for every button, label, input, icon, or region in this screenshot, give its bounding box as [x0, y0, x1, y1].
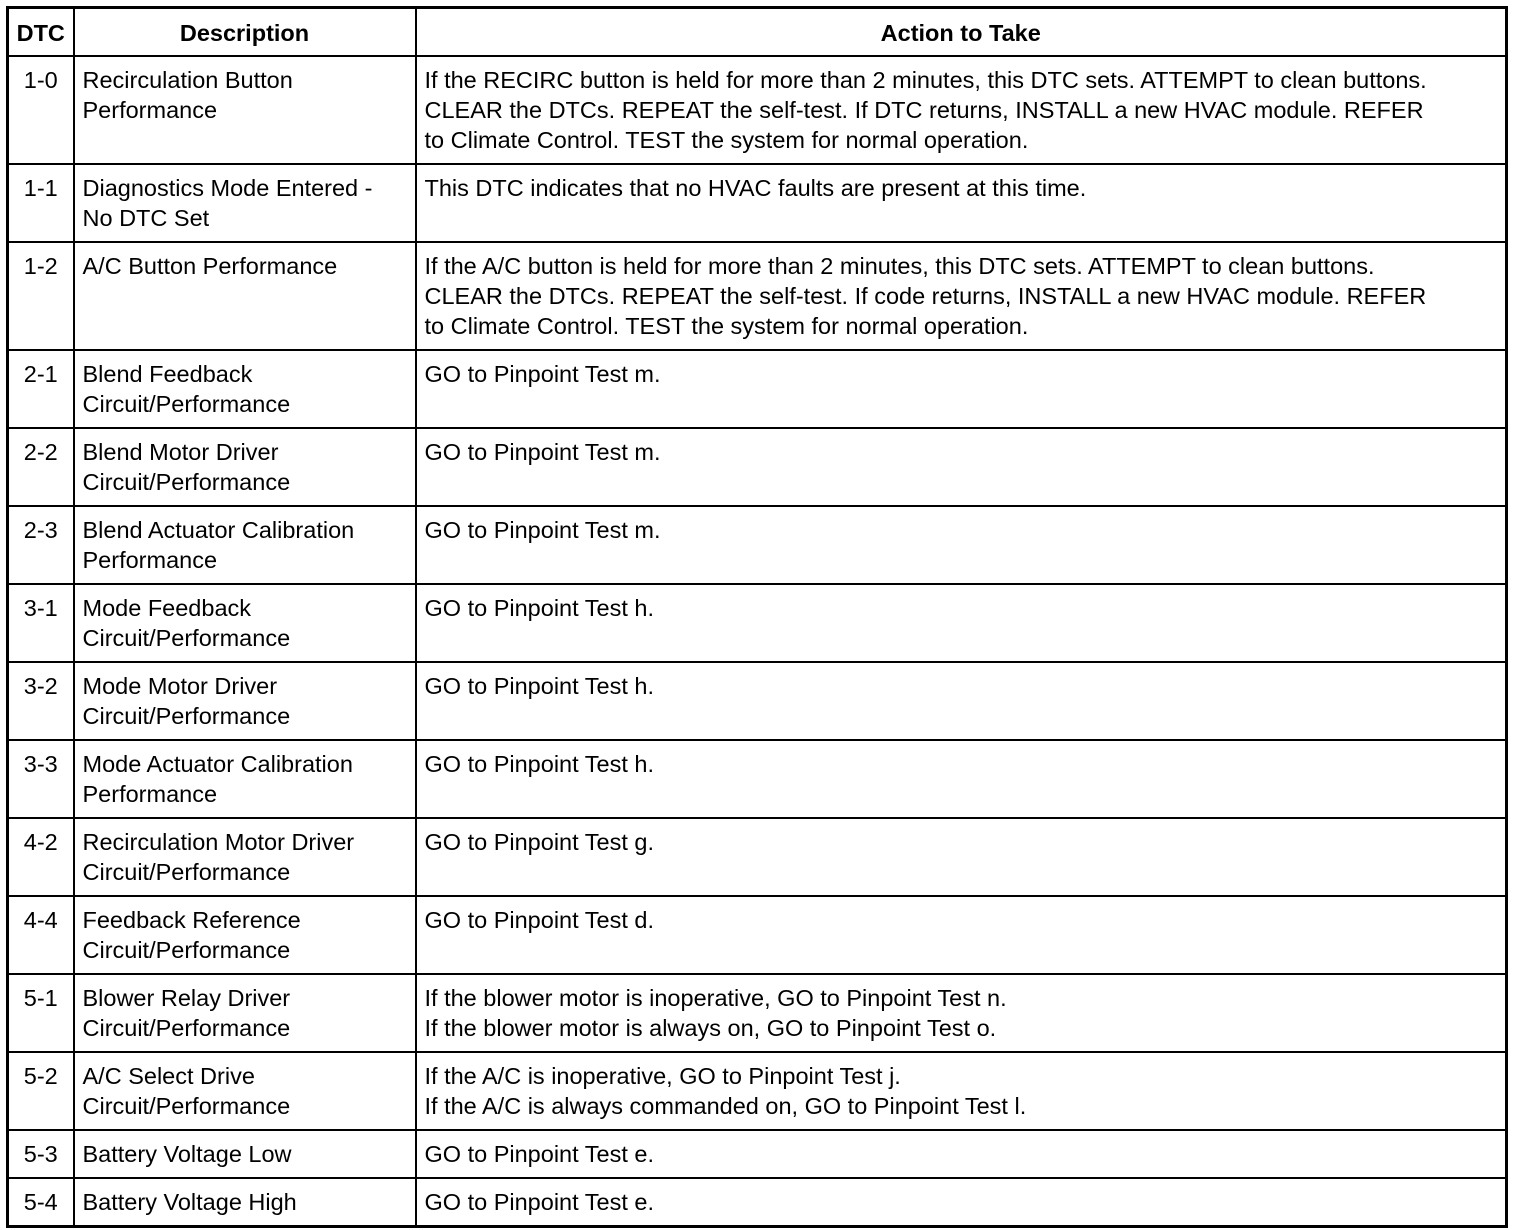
action-line: GO to Pinpoint Test m. [424, 517, 661, 543]
dtc-description-text: Recirculation Motor Driver Circuit/Performance [82, 829, 355, 885]
header-dtc: DTC [8, 8, 74, 57]
dtc-description-text: Feedback Reference Circuit/Performance [82, 907, 301, 963]
action-line: GO to Pinpoint Test h. [424, 595, 654, 621]
table-row [8, 56, 1507, 164]
table-row [8, 584, 1507, 662]
dtc-description-text: Blend Feedback Circuit/Performance [82, 361, 291, 417]
dtc-code: 2-2 [8, 428, 74, 506]
table-row [8, 818, 1507, 896]
dtc-action [416, 662, 1507, 740]
header-description: Description [74, 8, 416, 57]
dtc-description [74, 740, 416, 818]
action-line: CLEAR the DTCs. REPEAT the self-test. If code returns, INSTALL a new HVAC module. REFER [424, 283, 1427, 309]
action-line: GO to Pinpoint Test h. [424, 751, 654, 777]
action-line: to Climate Control. TEST the system for normal operation. [424, 313, 1029, 339]
action-line: If the A/C is always commanded on, GO to Pinpoint Test l. [424, 1093, 1027, 1119]
dtc-code: 4-2 [8, 818, 74, 896]
action-line: If the blower motor is inoperative, GO to Pinpoint Test n. [424, 985, 1007, 1011]
table-row [8, 1130, 1507, 1178]
action-line: GO to Pinpoint Test m. [424, 439, 661, 465]
dtc-description-text: Diagnostics Mode Entered - No DTC Set [82, 175, 373, 231]
header-action: Action to Take [416, 8, 1507, 57]
dtc-action [416, 242, 1507, 350]
dtc-action [416, 740, 1507, 818]
dtc-code: 5-1 [8, 974, 74, 1052]
dtc-action [416, 1052, 1507, 1130]
table-row [8, 662, 1507, 740]
table-row [8, 164, 1507, 242]
dtc-table-container [6, 6, 1508, 1228]
dtc-action [416, 350, 1507, 428]
table-body [8, 56, 1507, 1227]
dtc-description [74, 506, 416, 584]
dtc-description-text: A/C Select Drive Circuit/Performance [82, 1063, 291, 1119]
action-line: If the A/C is inoperative, GO to Pinpoint Test j. [424, 1063, 901, 1089]
action-line: to Climate Control. TEST the system for normal operation. [424, 127, 1029, 153]
dtc-action [416, 896, 1507, 974]
dtc-description [74, 164, 416, 242]
dtc-description [74, 1130, 416, 1178]
action-line: GO to Pinpoint Test d. [424, 907, 654, 933]
action-line: If the A/C button is held for more than 2 minutes, this DTC sets. ATTEMPT to clean buttons. [424, 253, 1375, 279]
dtc-description [74, 428, 416, 506]
dtc-description [74, 242, 416, 350]
dtc-description-text: Mode Actuator Calibration Performance [82, 751, 353, 807]
dtc-code: 3-2 [8, 662, 74, 740]
dtc-description [74, 1052, 416, 1130]
dtc-code: 5-4 [8, 1178, 74, 1227]
table-row [8, 506, 1507, 584]
dtc-code: 1-0 [8, 56, 74, 164]
dtc-description-text: Blend Actuator Calibration Performance [82, 517, 355, 573]
action-line: This DTC indicates that no HVAC faults are present at this time. [424, 175, 1087, 201]
action-line: GO to Pinpoint Test m. [424, 361, 661, 387]
dtc-description-text: Mode Feedback Circuit/Performance [82, 595, 291, 651]
dtc-action [416, 818, 1507, 896]
dtc-description [74, 350, 416, 428]
table-row [8, 350, 1507, 428]
dtc-action [416, 506, 1507, 584]
action-line: GO to Pinpoint Test g. [424, 829, 654, 855]
table-row [8, 974, 1507, 1052]
dtc-code: 2-3 [8, 506, 74, 584]
dtc-description [74, 974, 416, 1052]
dtc-code: 5-3 [8, 1130, 74, 1178]
action-line: GO to Pinpoint Test e. [424, 1189, 654, 1215]
table-row [8, 740, 1507, 818]
dtc-description [74, 584, 416, 662]
dtc-code: 4-4 [8, 896, 74, 974]
dtc-description-text: Battery Voltage High [82, 1189, 297, 1215]
dtc-action [416, 974, 1507, 1052]
table-row [8, 896, 1507, 974]
dtc-action [416, 164, 1507, 242]
dtc-description-text: Recirculation Button Performance [82, 67, 293, 123]
table-row [8, 242, 1507, 350]
dtc-action [416, 56, 1507, 164]
dtc-code: 3-1 [8, 584, 74, 662]
table-row [8, 1178, 1507, 1227]
dtc-code: 1-2 [8, 242, 74, 350]
dtc-description-text: A/C Button Performance [82, 253, 338, 279]
dtc-table [6, 6, 1508, 1228]
dtc-description-text: Mode Motor Driver Circuit/Performance [82, 673, 291, 729]
dtc-description [74, 1178, 416, 1227]
action-line: CLEAR the DTCs. REPEAT the self-test. If DTC returns, INSTALL a new HVAC module. REFER [424, 97, 1424, 123]
dtc-action [416, 1130, 1507, 1178]
dtc-description-text: Battery Voltage Low [82, 1141, 292, 1167]
table-row [8, 1052, 1507, 1130]
action-line: GO to Pinpoint Test h. [424, 673, 654, 699]
dtc-description-text: Blower Relay Driver Circuit/Performance [82, 985, 291, 1041]
dtc-action [416, 1178, 1507, 1227]
dtc-action [416, 584, 1507, 662]
dtc-code: 3-3 [8, 740, 74, 818]
dtc-action [416, 428, 1507, 506]
dtc-description [74, 818, 416, 896]
dtc-code: 5-2 [8, 1052, 74, 1130]
dtc-description [74, 662, 416, 740]
dtc-code: 2-1 [8, 350, 74, 428]
dtc-description [74, 896, 416, 974]
dtc-description [74, 56, 416, 164]
action-line: If the blower motor is always on, GO to Pinpoint Test o. [424, 1015, 997, 1041]
dtc-code: 1-1 [8, 164, 74, 242]
action-line: GO to Pinpoint Test e. [424, 1141, 654, 1167]
dtc-description-text: Blend Motor Driver Circuit/Performance [82, 439, 291, 495]
action-line: If the RECIRC button is held for more than 2 minutes, this DTC sets. ATTEMPT to clean buttons. [424, 67, 1427, 93]
table-row [8, 428, 1507, 506]
header-row [8, 8, 1507, 57]
